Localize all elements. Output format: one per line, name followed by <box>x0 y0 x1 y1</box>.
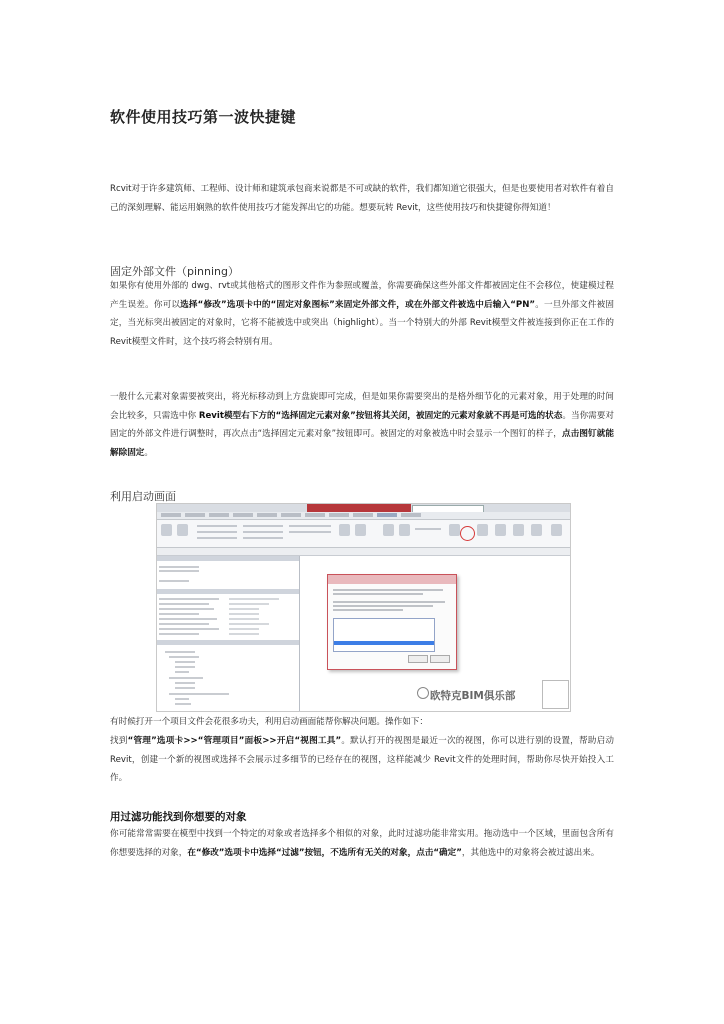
startup-paragraph-1: 有时候打开一个项目文件会花很多功夫，利用启动画面能帮你解决问题。操作如下： <box>110 717 428 727</box>
text-run: 你可能常常需要在模型中找到一个特定的对象或者选择多个相似的对象，此时过滤功能非常实用。拖动选中一个区域，里面包含所有你想要选择的对象， <box>110 829 614 858</box>
bold-run: 点击图钉就能解除固定 <box>110 429 614 458</box>
page-title: 软件使用技巧第一波快捷键 <box>110 108 297 126</box>
startup-paragraph-2 <box>110 732 614 788</box>
bold-run: 选择“修改”选项卡中的“固定对象图标”来固定外部文件，或在外部文件被选中后输入“PN” <box>180 299 536 310</box>
revit-screenshot <box>156 503 571 712</box>
text-run: 找到 <box>110 736 128 746</box>
text-run: 一般什么元素对象需要被突出，将光标移动到上方盘旋即可完成，但是如果你需要突出的是格外细节化的元素对象，用于处理的时间会比较多，只需选中你 <box>110 392 614 421</box>
qr-code-icon <box>542 680 569 709</box>
section-heading-pinning: 固定外部文件（pinning） <box>110 265 239 278</box>
screenshot-ribbon <box>157 520 570 548</box>
screenshot-title-bar <box>157 504 570 512</box>
screenshot-options-bar <box>157 548 570 556</box>
text-run: 。一旦外部文件被固定，当光标突出被固定的对象时，它将不能被选中或突出（highlight）。当一个特别大的外部 Revit模型文件被连接到你正在工作的 Revit模型文件时，这个技巧将会特别有用。 <box>110 299 614 347</box>
text-run: 。当你需要对固定的外部文件进行调整时，再次点击“选择固定元素对象”按钮即可。被固定的对象被选中时会显示一个图钉的样子， <box>110 410 614 440</box>
pinning-paragraph-1 <box>110 277 614 351</box>
section-heading-filter: 用过滤功能找到你想要的对象 <box>110 811 247 823</box>
bold-run: 在“修改”选项卡中选择“过滤”按钮，不选所有无关的对象，点击“确定” <box>187 847 462 858</box>
watermark-text: 欧特克BIM俱乐部 <box>430 690 516 702</box>
screenshot-properties-panel <box>157 556 300 711</box>
section-heading-startup: 利用启动画面 <box>110 490 176 503</box>
text-run: 如果你有使用外部的 dwg、rvt或其他格式的图形文件作为参照或覆盖，你需要确保这些外部文件都被固定住不会移位，使建模过程产生误差。你可以 <box>110 281 614 310</box>
text-run: 。 <box>144 447 153 458</box>
screenshot-ribbon-tabs <box>157 512 570 520</box>
intro-paragraph: Rcvit对于许多建筑师、工程师、设计师和建筑承包商来说都是不可或缺的软件，我们都知道它很强大，但是也要使用者对软件有着自己的深刻理解、能运用娴熟的软件使用技巧才能发挥出它的功能。想要玩转 Revit，这些使用技巧和快捷键你得知道！ <box>110 184 614 213</box>
screenshot-title-highlight <box>307 504 411 512</box>
text-run: ，其他选中的对象将会被过滤出来。 <box>461 847 600 858</box>
text-run: 。默认打开的视图是最近一次的视图，你可以进行别的设置，帮助启动 Revit，创建一个新的视图或选择不会展示过多细节的已经存在的视图，这样能减少 Revit文件的处理时间，帮助你尽快开始投入工作。 <box>110 736 614 784</box>
bold-run: “管理”选项卡>>“管理项目”面板>>开启“视图工具” <box>127 736 342 746</box>
screenshot-starting-view-dialog <box>327 574 457 670</box>
watermark-logo-icon <box>417 687 429 699</box>
pinning-paragraph-2 <box>110 388 614 462</box>
filter-paragraph <box>110 825 614 862</box>
bold-run: Revit模型右下方的“选择固定元素对象”按钮将其关闭，被固定的元素对象就不再是可选的状态 <box>198 410 563 421</box>
startup-button-highlight-circle <box>460 526 475 541</box>
